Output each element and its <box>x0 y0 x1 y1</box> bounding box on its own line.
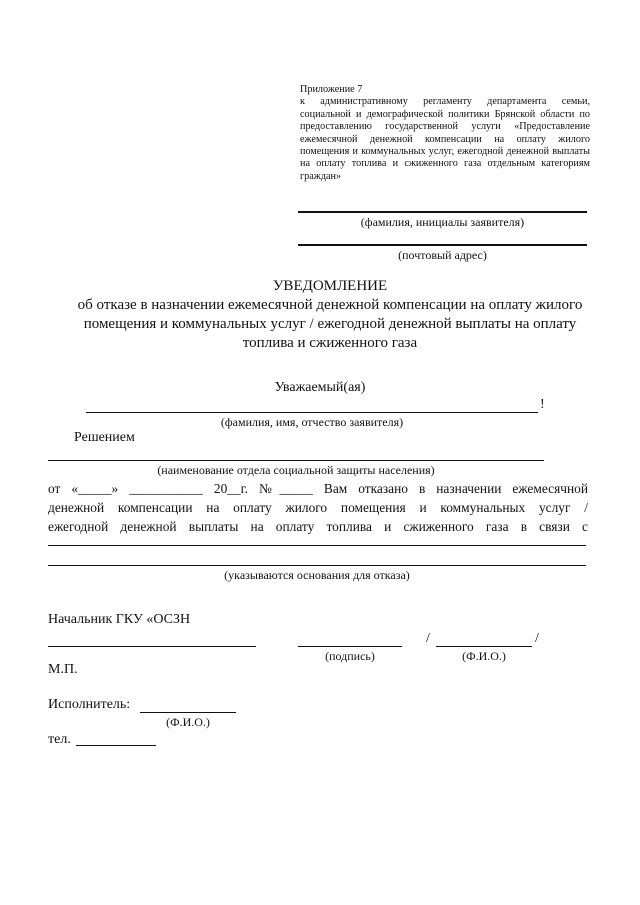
head-label: Начальник ГКУ «ОСЗН <box>48 612 191 627</box>
refusal-line3: ежегодной денежной выплаты на оплату топлива и сжиженного газа в связи с <box>48 519 588 534</box>
notice-subtitle-line1: об отказе в назначении ежемесячной денежной компенсации на оплату жилого <box>77 297 583 313</box>
head-fio-line <box>436 646 532 647</box>
department-caption: (наименование отдела социальной защиты населения) <box>157 463 435 477</box>
recipient-name-caption: (фамилия, имя, отчество заявителя) <box>220 415 404 429</box>
head-fio-caption: (Ф.И.О.) <box>462 649 506 663</box>
executor-label: Исполнитель: <box>48 697 131 712</box>
greeting-end-mark: ! <box>540 397 545 412</box>
notice-title: УВЕДОМЛЕНИЕ <box>272 278 388 294</box>
department-line <box>48 460 544 461</box>
head-position-line <box>48 646 256 647</box>
signature-caption: (подпись) <box>325 649 375 663</box>
applicant-address-caption: (почтовый адрес) <box>398 248 487 262</box>
fio-slash-left: / <box>426 631 430 646</box>
decision-label: Решением <box>74 430 135 445</box>
recipient-name-line <box>86 412 538 413</box>
signature-line <box>298 646 402 647</box>
notice-subtitle-line2: помещения и коммунальных услуг / ежегодной денежной выплаты на оплату <box>83 316 577 332</box>
applicant-name-line <box>298 211 587 213</box>
greeting-text: Уважаемый(ая) <box>274 380 366 395</box>
phone-label: тел. <box>48 732 71 747</box>
fio-slash-right: / <box>535 631 539 646</box>
applicant-address-line <box>298 244 587 246</box>
reason-line-2 <box>48 565 586 566</box>
refusal-line2: денежной компенсации на оплату жилого помещения и коммунальных услуг / <box>48 500 588 515</box>
executor-fio-caption: (Ф.И.О.) <box>166 715 210 729</box>
applicant-name-caption: (фамилия, инициалы заявителя) <box>360 215 525 229</box>
appendix-title: Приложение 7 <box>300 84 363 95</box>
refusal-paragraph <box>48 479 588 536</box>
executor-line <box>140 712 236 713</box>
stamp-mark: М.П. <box>48 662 78 677</box>
appendix-text: к административному регламенту департамента семьи, социальной и демографической политики Брянской области по предоставлению государственной услуги «Предоставление ежемесячной денежной компенсации на оплату жилого помещения и коммунальных услуг, ежегодной денежной выплаты на оплату топлива и сжиженного газа отдельным категориям граждан» <box>300 96 590 182</box>
reason-caption: (указываются основания для отказа) <box>224 568 410 582</box>
reason-line-1 <box>48 545 586 546</box>
notice-subtitle-line3: топлива и сжиженного газа <box>242 335 418 351</box>
phone-line <box>76 745 156 746</box>
appendix-block <box>300 84 590 183</box>
refusal-line1: от «_____» ___________ 20__г. №_____ Вам отказано в назначении ежемесячной <box>48 481 588 496</box>
